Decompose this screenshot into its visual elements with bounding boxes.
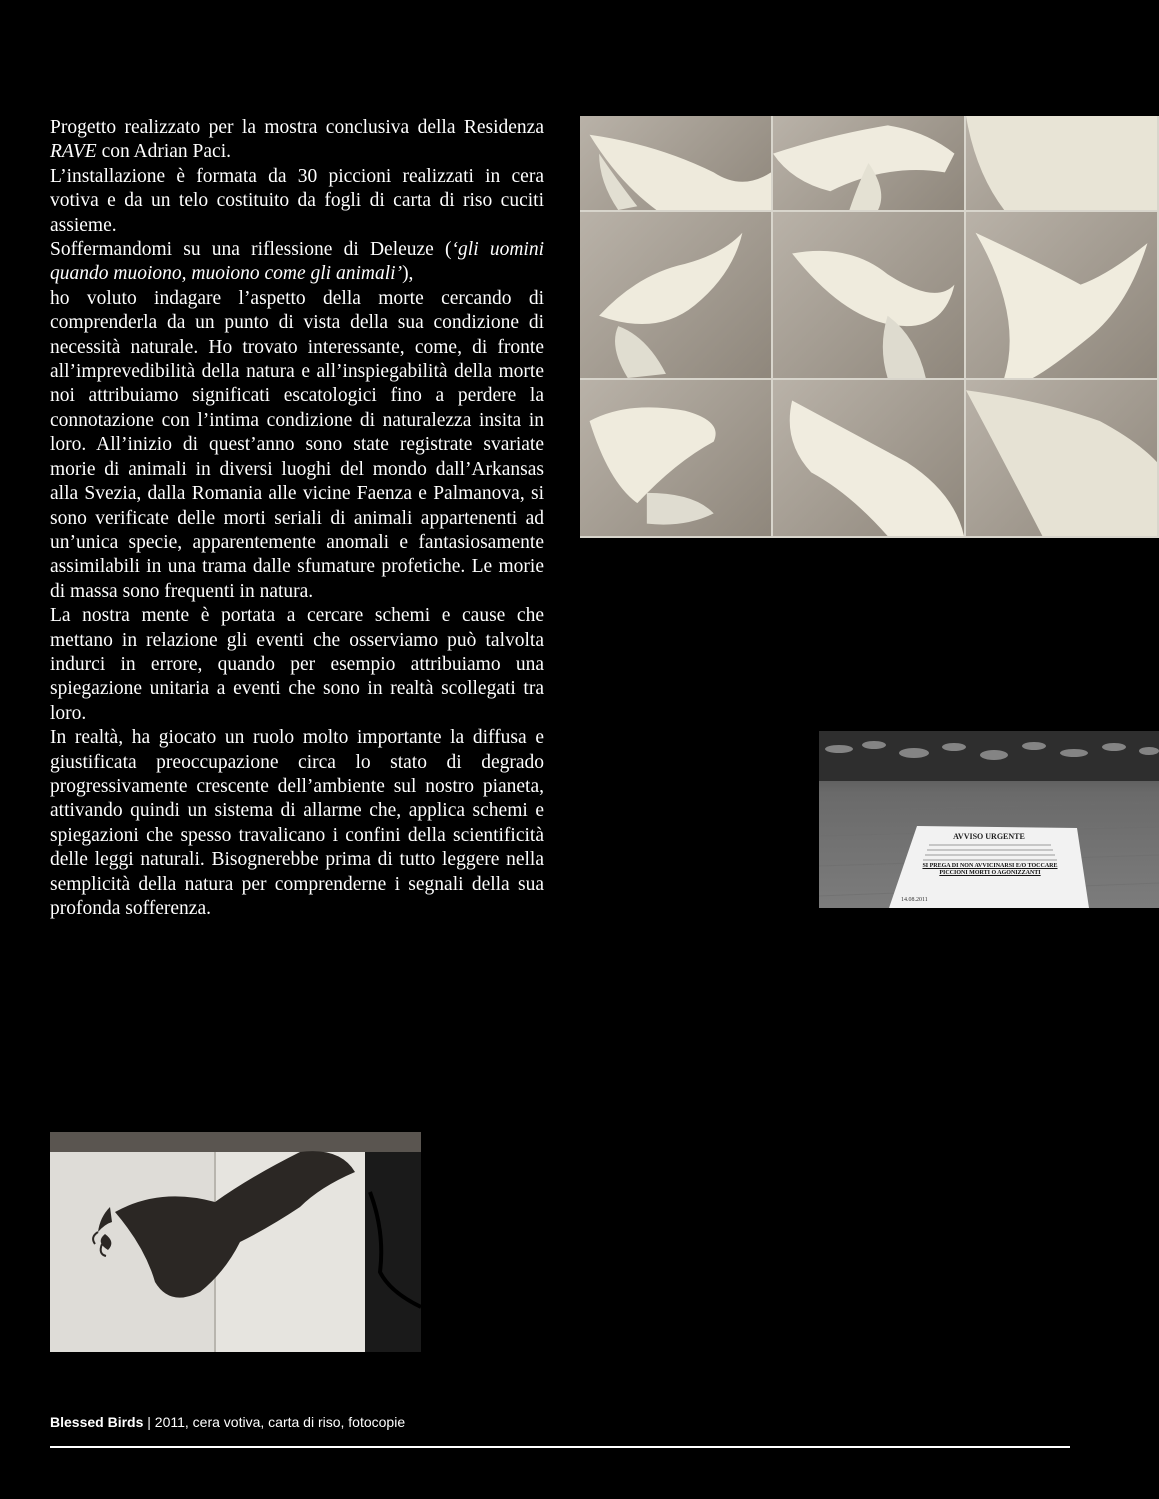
installation-photo bbox=[819, 731, 1159, 908]
footer-rule bbox=[50, 1446, 1070, 1448]
deleuze-quote: ‘gli uomini quando muoiono, muoiono come gli animali’ bbox=[50, 239, 545, 285]
paragraph-intro: Progetto realizzato per la mostra conclusiva della Residenza RAVE con Adrian Paci. bbox=[50, 117, 544, 163]
pigeon-photo-7 bbox=[580, 380, 773, 538]
artwork-description bbox=[50, 116, 544, 921]
paragraph-deleuze: Soffermandomi su una riflessione di Deleuze (‘gli uomini quando muoiono, muoiono come gli animali’), bbox=[50, 239, 545, 285]
pigeon-photo-2 bbox=[773, 116, 966, 212]
pigeon-photo-8 bbox=[773, 380, 966, 538]
pigeon-photo-1 bbox=[580, 116, 773, 212]
pigeon-photo-4 bbox=[580, 212, 773, 380]
notice-title: AVVISO URGENTE bbox=[953, 832, 1025, 841]
pigeon-photo-3 bbox=[966, 116, 1159, 212]
paragraph-conclusion: In realtà, ha giocato un ruolo molto importante la diffusa e giustificata preoccupazione circa lo stato di degrado progressivamente crescente dell’ambiente sul nostro pianeta, attivando quindi un sistema di allarme che, applica schemi e spiegazioni che spesso travalicano i confini della scientificità delle leggi naturali. Bisognerebbe prima di tutto leggere nella semplicità della natura per comprenderne i segnali della sua profonda sofferenza. bbox=[50, 727, 544, 919]
paragraph-installation: L’installazione è formata da 30 piccioni realizzati in cera votiva e da un telo costituito da fogli di carta di riso cuciti assieme. bbox=[50, 165, 544, 236]
notice-warning: SI PREGA DI NON AVVICINARSI E/O TOCCARE PICCIONI MORTI O AGONIZZANTI bbox=[922, 863, 1058, 876]
paragraph-death: ho voluto indagare l’aspetto della morte cercando di comprenderla da un punto di vista della sua condizione di necessità naturale. Ho trovato interessante, come, di fronte all’imprevedibilità della natura e all’inspiegabilità della morte noi attribuiamo significati escatologici fino a perdere la connotazione con l’intima condizione di naturalezza insita in loro. All’inizio di quest’anno sono state registrate svariate morie di animali in diversi luoghi del mondo dall’Arkansas alla Svezia, dalla Romania alle vicine Faenza e Palmanova, si sono verificate delle morti seriali di animali appartenenti ad un’unica specie, apparentemente anomali e fantasiosamente assimilabili in una trama dalle sfumature profetiche. Le morie di massa sono frequenti in natura. bbox=[50, 287, 544, 602]
caption-separator: | bbox=[143, 1414, 155, 1430]
pigeon-photo-6 bbox=[966, 212, 1159, 380]
notice-date: 14.08.2011 bbox=[901, 897, 928, 903]
paragraph-mind: La nostra mente è portata a cercare schemi e cause che mettano in relazione gli eventi che osserviamo può talvolta indurci in errore, quando per esempio attribuiamo una spiegazione unitaria a eventi che sono in realtà scollegati tra loro. bbox=[50, 605, 544, 724]
bird-sketch-photo bbox=[50, 1132, 421, 1352]
installation-scene bbox=[819, 731, 1159, 908]
pigeon-photo-5 bbox=[773, 212, 966, 380]
artwork-title: Blessed Birds bbox=[50, 1414, 144, 1430]
artwork-caption bbox=[50, 1414, 405, 1430]
residency-name: RAVE bbox=[50, 141, 97, 163]
bird-drawing bbox=[50, 1132, 421, 1352]
pigeon-photo-9 bbox=[966, 380, 1159, 538]
artwork-details: 2011, cera votiva, carta di riso, fotocopie bbox=[154, 1414, 406, 1430]
wax-pigeons-photo-grid bbox=[580, 116, 1159, 538]
